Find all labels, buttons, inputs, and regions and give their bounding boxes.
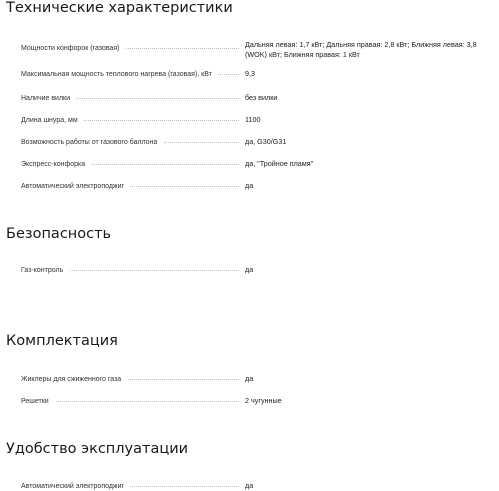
spec-label: Максимальная мощность теплового нагрева (газовая), кВт bbox=[21, 70, 218, 79]
spec-label: Автоматический электроподжиг bbox=[21, 182, 130, 191]
spec-value: да bbox=[245, 181, 254, 190]
spec-value: да bbox=[245, 481, 254, 490]
spec-label: Жиклеры для сжиженного газа bbox=[21, 375, 127, 384]
spec-value: да, "Тройное пламя" bbox=[245, 159, 314, 168]
spec-value: без вилки bbox=[245, 93, 278, 102]
spec-label: Автоматический электроподжиг bbox=[21, 482, 130, 491]
spec-label: Решетки bbox=[21, 397, 55, 406]
spec-label: Мощности конфорок (газовая) bbox=[21, 44, 125, 53]
spec-value: да bbox=[245, 265, 254, 274]
spec-value: да bbox=[245, 374, 254, 383]
spec-value: да, G30/G31 bbox=[245, 137, 287, 146]
section-title-safety: Безопасность bbox=[6, 226, 112, 242]
spec-value: 9,3 bbox=[245, 69, 255, 78]
spec-value: 2 чугунные bbox=[245, 396, 282, 405]
spec-label: Длина шнура, мм bbox=[21, 116, 84, 125]
section-title-package: Комплектация bbox=[6, 333, 118, 349]
spec-label: Газ-контроль bbox=[21, 266, 69, 275]
spec-value: Дальняя левая: 1,7 кВт; Дальняя правая: 2,8 кВт; Ближняя левая: 3,8 (WOK) кВт; Ближняя правая: 1 кВт bbox=[245, 40, 477, 59]
section-title-specs: Технические характеристики bbox=[6, 0, 233, 16]
spec-value: 1100 bbox=[245, 115, 261, 124]
spec-label: Возможность работы от газового баллона bbox=[21, 138, 163, 147]
section-title-usability: Удобство эксплуатации bbox=[6, 441, 189, 457]
spec-label: Экспресс-конфорка bbox=[21, 160, 91, 169]
spec-label: Наличие вилки bbox=[21, 94, 76, 103]
